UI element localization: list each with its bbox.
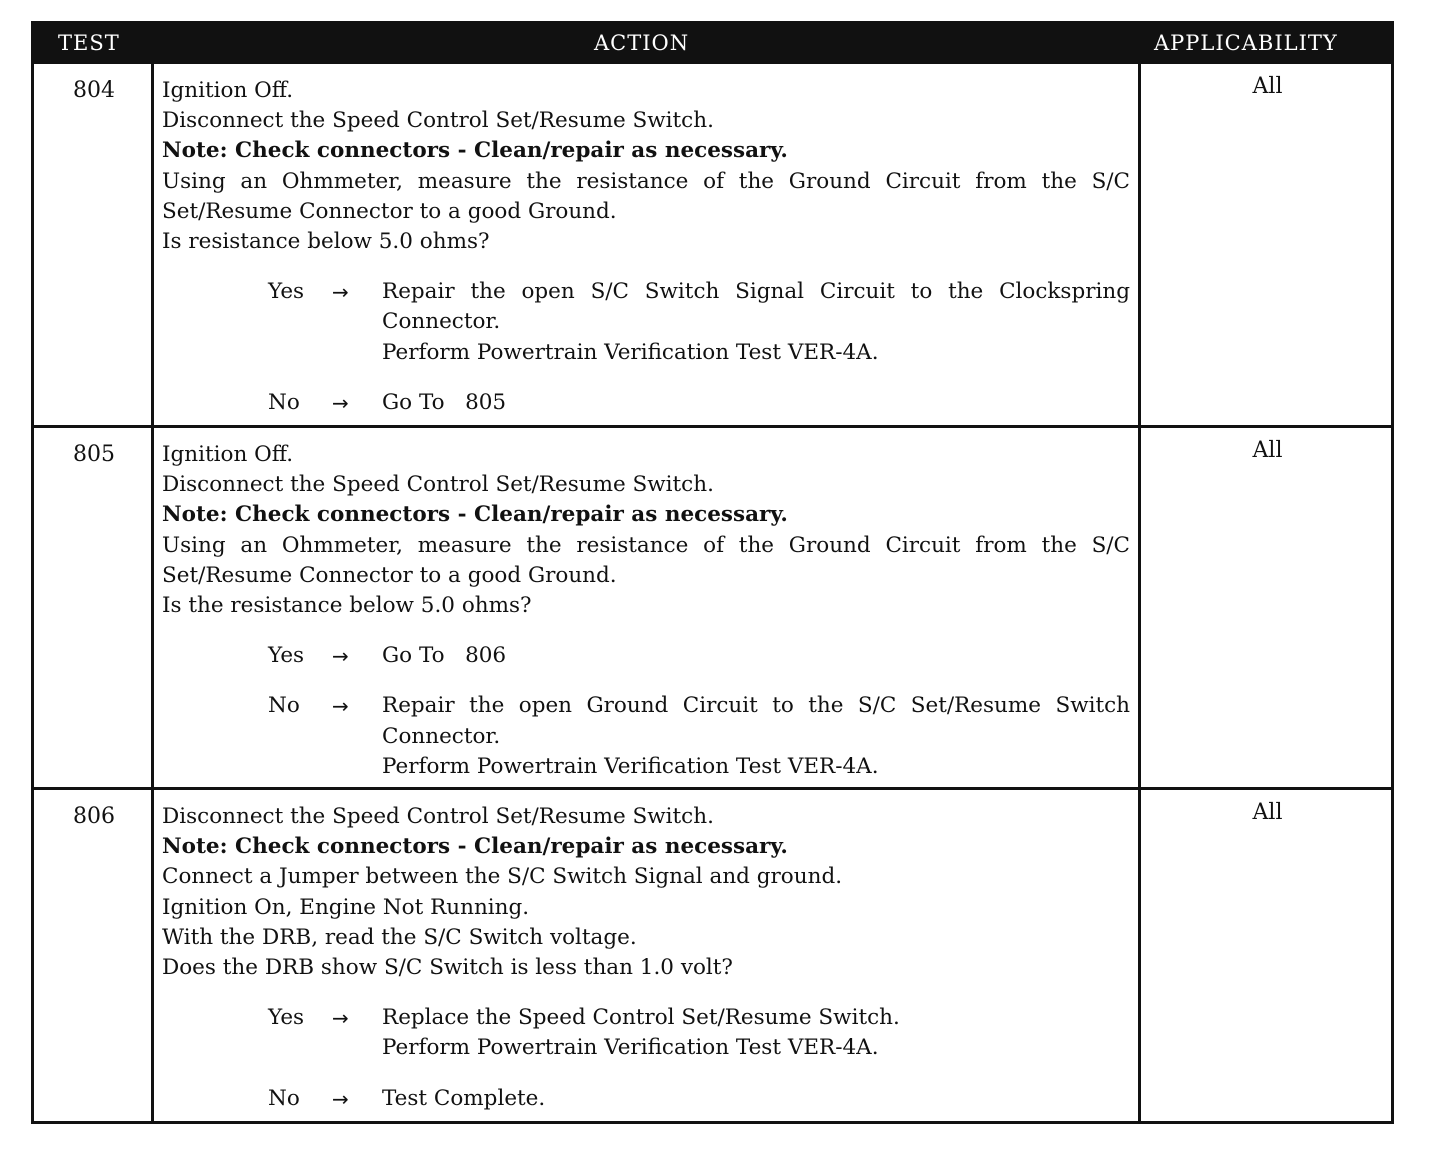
yes-label: Yes bbox=[268, 643, 305, 669]
action-cell bbox=[162, 440, 1130, 782]
right-arrow-icon: → bbox=[332, 694, 349, 719]
branch-line: Go To 806 bbox=[382, 643, 507, 669]
action-line: With the DRB, read the S/C Switch voltage. bbox=[162, 924, 637, 950]
action-line: Disconnect the Speed Control Set/Resume Switch. bbox=[162, 804, 714, 829]
branch-line: Repair the open S/C Switch Signal Circuit to the Clockspring bbox=[382, 279, 1130, 305]
applicability-cell bbox=[1138, 790, 1391, 1121]
action-line: Ignition On, Engine Not Running. bbox=[162, 894, 530, 920]
action-line: Set/Resume Connector to a good Ground. bbox=[162, 198, 617, 224]
yes-label: Yes bbox=[268, 1005, 305, 1031]
no-label: No bbox=[268, 1085, 300, 1111]
table-row-804 bbox=[34, 64, 1391, 428]
table-header bbox=[34, 24, 1391, 64]
action-line: Ignition Off. bbox=[162, 78, 294, 103]
header-test: TEST bbox=[58, 31, 120, 55]
action-question: Is resistance below 5.0 ohms? bbox=[162, 229, 490, 255]
action-line: Disconnect the Speed Control Set/Resume Switch. bbox=[162, 472, 714, 498]
no-branch bbox=[162, 388, 1130, 418]
test-cell bbox=[34, 64, 154, 425]
no-branch bbox=[162, 1084, 1130, 1114]
yes-branch bbox=[162, 1003, 1130, 1063]
yes-branch bbox=[162, 641, 1130, 671]
branch-line: Connector. bbox=[382, 309, 501, 335]
action-line: Using an Ohmmeter, measure the resistance of the Ground Circuit from the S/C bbox=[162, 168, 1130, 194]
action-question: Does the DRB show S/C Switch is less than 1.0 volt? bbox=[162, 955, 733, 981]
applicability-cell bbox=[1138, 428, 1391, 787]
right-arrow-icon: → bbox=[332, 280, 349, 305]
right-arrow-icon: → bbox=[332, 1086, 349, 1111]
table-row-805 bbox=[34, 428, 1391, 790]
test-cell bbox=[34, 428, 154, 787]
action-cell bbox=[162, 802, 1130, 1114]
diagnostic-table bbox=[31, 21, 1394, 1124]
applicability-value: All bbox=[1252, 74, 1283, 99]
action-cell bbox=[162, 76, 1130, 418]
right-arrow-icon: → bbox=[332, 1006, 349, 1031]
test-number: 804 bbox=[73, 78, 115, 103]
branch-line: Perform Powertrain Verification Test VER-4A. bbox=[382, 753, 879, 779]
branch-line: Perform Powertrain Verification Test VER-4A. bbox=[382, 1035, 879, 1061]
branch-line: Perform Powertrain Verification Test VER-4A. bbox=[382, 339, 879, 365]
applicability-value: All bbox=[1252, 438, 1283, 463]
branch-line: Test Complete. bbox=[382, 1085, 546, 1111]
action-note: Note: Check connectors - Clean/repair as necessary. bbox=[162, 834, 788, 860]
branch-line: Go To 805 bbox=[382, 389, 507, 415]
applicability-value: All bbox=[1252, 800, 1283, 825]
table-row-806 bbox=[34, 790, 1391, 1121]
no-label: No bbox=[268, 389, 300, 415]
test-number: 806 bbox=[73, 804, 115, 829]
applicability-cell bbox=[1138, 64, 1391, 425]
no-branch bbox=[162, 691, 1130, 782]
action-line: Disconnect the Speed Control Set/Resume Switch. bbox=[162, 108, 714, 134]
action-note: Note: Check connectors - Clean/repair as necessary. bbox=[162, 502, 788, 528]
yes-label: Yes bbox=[268, 279, 305, 305]
branch-line: Replace the Speed Control Set/Resume Switch. bbox=[382, 1005, 900, 1031]
header-applicability: APPLICABILITY bbox=[1154, 31, 1338, 55]
right-arrow-icon: → bbox=[332, 390, 349, 415]
branch-line: Connector. bbox=[382, 723, 501, 749]
yes-branch bbox=[162, 277, 1130, 368]
header-action: ACTION bbox=[594, 31, 690, 55]
test-number: 805 bbox=[73, 442, 115, 467]
no-label: No bbox=[268, 693, 300, 719]
action-line: Ignition Off. bbox=[162, 442, 294, 467]
action-line: Using an Ohmmeter, measure the resistance of the Ground Circuit from the S/C bbox=[162, 532, 1130, 558]
action-question: Is the resistance below 5.0 ohms? bbox=[162, 593, 532, 619]
test-cell bbox=[34, 790, 154, 1121]
action-line: Connect a Jumper between the S/C Switch Signal and ground. bbox=[162, 864, 843, 890]
right-arrow-icon: → bbox=[332, 644, 349, 669]
action-note: Note: Check connectors - Clean/repair as necessary. bbox=[162, 138, 788, 164]
action-line: Set/Resume Connector to a good Ground. bbox=[162, 562, 617, 588]
branch-line: Repair the open Ground Circuit to the S/C Set/Resume Switch bbox=[382, 693, 1130, 719]
